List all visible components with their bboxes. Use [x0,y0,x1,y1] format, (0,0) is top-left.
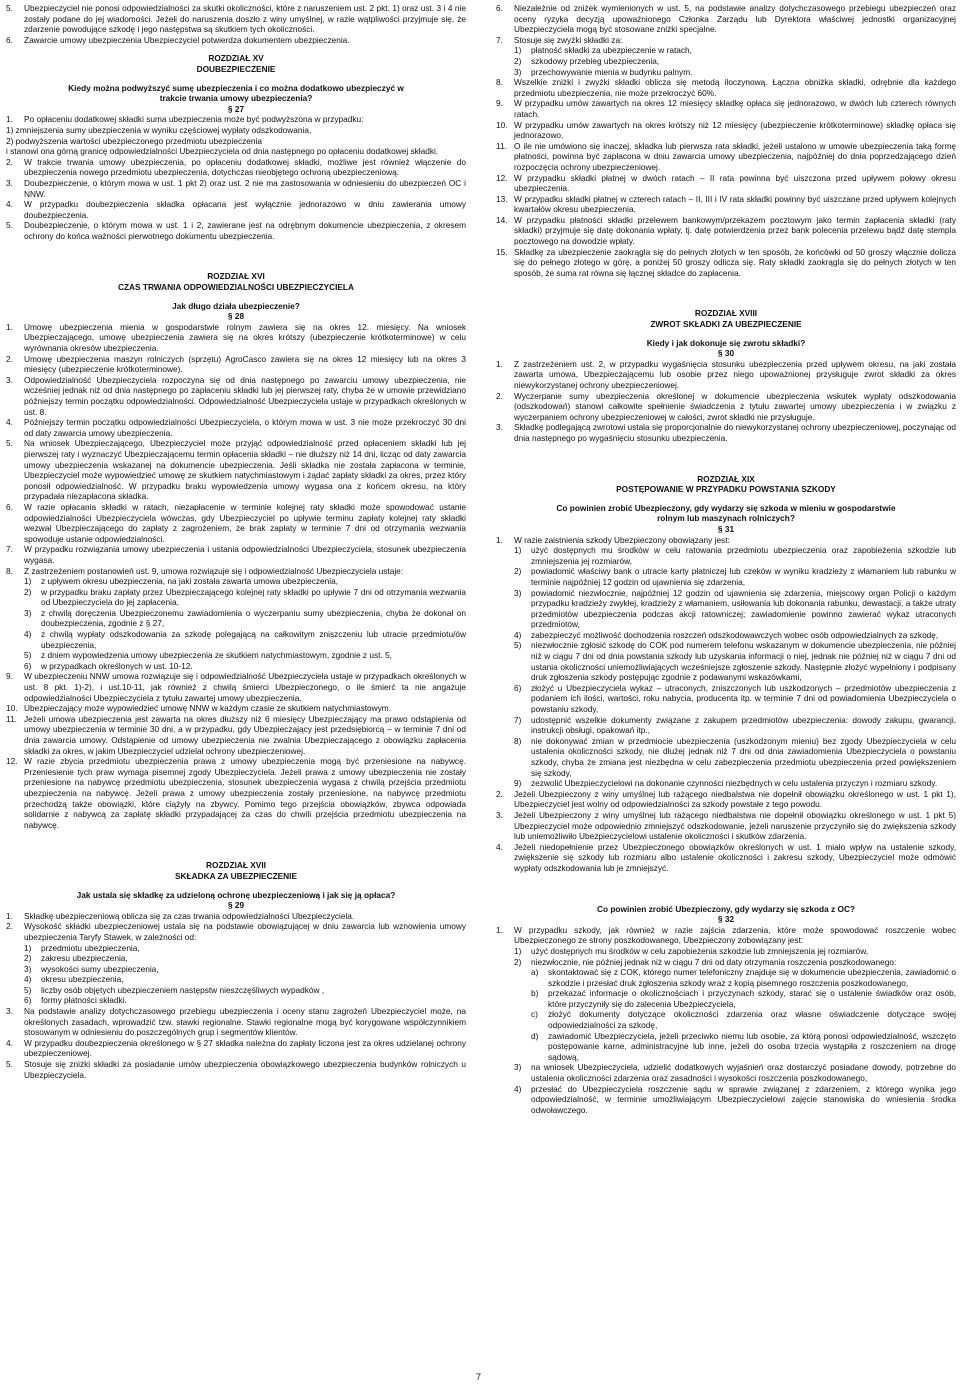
sub-item-number: 1) [24,942,32,953]
sub-item-text: formy płatności składki. [41,995,127,1006]
item-text: W razie opłacania składki w ratach, niezapłacenie w terminie kolejnej raty składki może spowodować ustanie odpowiedzialności Ubezpieczyciela wówczas, gdy Ubezpieczyciel po upływie terminu zapłaty kolejnej raty składki wezwał Ubezpieczającego do zapłaty z zagrożeniem, że brak zapłaty w terminie 7 dni od otrzymania wezwania spowoduje ustanie odpowiedzialności. [24,501,466,544]
letter-item [531,1031,956,1063]
right-column [496,3,956,1115]
sub-item-number: 9) [514,778,522,789]
item-number: 3. [6,374,13,385]
item-number: 10. [496,119,508,130]
list-item [6,417,466,438]
sub-item-text: niezwłocznie, nie później jednak niż w ciągu 7 dni od daty otrzymania roszczenia poszkodowanego: [531,956,897,967]
left-column [6,3,466,1080]
item-number: 4. [6,1037,13,1048]
item-text: W przypadku doubezpieczenia określonego w § 27 składka należna do zapłaty liczona jest za okres udzielanej ochrony ubezpieczeniowej. [24,1037,466,1059]
item-number: 1. [496,534,503,545]
section-question: Co powinien zrobić Ubezpieczony, gdy wydarzy się szkoda z OC? [596,903,856,914]
item-text: Składkę podlegającą zwrotowi ustala się proporcjonalnie do niewykorzystanej ochrony ubezpieczeniowej, poczynając od dnia następnego po wygaśnięciu stosunku ubezpieczenia. [514,422,956,443]
item-text: Składkę ubezpieczeniową oblicza się za czas trwania odpowiedzialności Ubezpieczyciela. [24,910,355,921]
item-text: W przypadku umów zawartych na okres krótszy niż 12 miesięcy (ubezpieczenie krótkoterminowe) składkę opłaca się jednorazowo, [514,119,956,141]
item-text: Doubezpieczenie, o którym mowa w ust. 1 i 2, zawierane jest na odrębnym dokumencie ubezpieczenia, z okresem ochrony do końca ważności pierwotnego dokumentu ubezpieczenia. [24,220,466,241]
item-text: W przypadku rozwiązania umowy ubezpieczenia i ustania odpowiedzialności Ubezpieczyciela, stosunek ubezpieczenia wygasa. [24,544,466,565]
sub-item [514,778,956,789]
sub-item-number: 8) [514,735,522,746]
item-number: 1. [6,321,13,332]
paragraph-number: § 28 [227,311,245,322]
page-number: 7 [476,1372,482,1382]
sub-item-number: 3) [24,963,32,974]
letter-item-text: złożyć dokumenty dotyczące okoliczności zdarzenia oraz własne oświadczenie dotyczące swojej odpowiedzialności za szkodę, [548,1009,956,1031]
paragraph-number: § 29 [227,900,245,911]
item-text: W ubezpieczeniu NNW umowa rozwiązuje się i odpowiedzialność Ubezpieczyciela ustaje w przypadkach określonych w ust. 8 pkt. 1)-2), i ust.10-11, jak również z chwilą śmierci Ubezpieczonego, o ile śmierć ta nie angażuje odpowiedzialności Ubezpieczyciela z tytułu zawartej umowy ubezpieczenia. [24,671,466,703]
item-number: 8. [6,565,13,576]
item-text: Na podstawie analizy dotychczasowego przebiegu ubezpieczenia i oceny stanu zagrożeń Ubezpieczyciel może, na określonych zasadach, wprowadzić tzw. stawki regionalne. Stawki regionalne mogą być korygowane współczynnikiem stosowanym w odniesieniu do poszczególnych grup i segmentów klientów. [24,1006,466,1038]
sub-item-number: 4) [514,1083,522,1094]
sub-item-text: z chwilą wypłaty odszkodowania za szkodę polegającą na całkowitym zniszczeniu lub utracie przedmiotu/ów ubezpieczenia, [41,629,466,650]
item-text: Ubezpieczyciel nie ponosi odpowiedzialności za skutki okoliczności, które z naruszeniem ust. 2 pkt. 1) oraz ust. 3 i 4 nie zostały podane do jej wiadomości. Jeżeli do naruszenia doszło z winy umyślnej, w razie wątpliwości przyjmuje się, że zdarzenie powodujące szkodę i jego następstwa są skutkiem tych okoliczności. [24,3,466,35]
sub-item-number: 6) [24,660,32,671]
list-item [6,322,466,354]
list-item [496,391,956,423]
paragraph-number: § 31 [717,523,735,534]
sub-item [514,715,956,736]
item-text: Z zastrzeżeniem ust. 2, w przypadku wygaśnięcia stosunku ubezpieczenia przed upływem okresu, na jaki została zawarta umowa, Ubezpieczającemu lub osobie przez niego upoważnionej przysługuje zwrot składki za okres niewykorzystanej ochrony ubezpieczeniowej. [514,358,956,390]
sub-item-text: w przypadkach określonych w ust. 10-12. [41,660,193,671]
item-text: Składkę za ubezpieczenie zaokrągla się do pełnych złotych w ten sposób, że końcówki od 50 groszy włącznie dolicza się do pełnego złotego w górę, a poniżej 50 groszy odlicza się. Raty składki zaokrągla się do pełnych złotych w ten sposób, że suma rat równa się łącznej składce do zapłacenia. [514,246,956,278]
item-number: 1. [6,114,13,125]
item-text: Jeżeli umowa ubezpieczenia jest zawarta na okres dłuższy niż 6 miesięcy Ubezpieczający ma prawo odstąpienia od umowy ubezpieczenia w terminie 30 dni, a w przypadku, gdy Ubezpieczający jest przedsiębiorcą – w terminie 7 dni od dnia zawarcia umowy. Odstąpienie od umowy ubezpieczenia nie zwalnia Ubezpieczającego z obowiązku zapłacenia składki za okres, w jakim Ubezpieczyciel udzielał ochrony ubezpieczeniowej. [24,713,466,756]
paragraph-number: § 27 [227,103,245,114]
sub-item [514,45,956,56]
list-item [6,566,466,577]
sub-item-number: 5) [24,650,32,661]
item-number: 5. [6,3,13,13]
item-text: W przypadku składki płatnej w czterech ratach – II, III i IV rata składki powinny być uiszczane przed upływem kolejnych kwartałów okresu ubezpieczenia. [514,193,956,215]
sub-item [24,974,466,985]
sub-item [24,985,466,996]
list-item [496,535,956,546]
item-number: 4. [6,199,13,210]
item-number: 3. [6,177,13,188]
chapter-question: Jak ustala się składkę za udzieloną ochronę ubezpieczeniową i jak się ją opłaca? [76,889,396,900]
chapter-title: ROZDZIAŁ XVII [206,860,266,871]
letter-item-number: d) [531,1030,539,1041]
chapter-subtitle: CZAS TRWANIA ODPOWIEDZIALNOŚCI UBEZPIECZYCIELA [117,282,354,293]
sub-item-text: nie dokonywać zmian w przedmiocie ubezpieczenia (uszkodzonym mieniu) bez zgody Ubezpieczyciela w celu ustalenia okoliczności szkody, nie dłużej jednak niż 7 dni od dnia zawiadomienia Ubezpieczyciela o powstaniu szkody, chyba że zmiana jest niezbędna w celu zabezpieczenia przedmiotu ubezpieczenia przed powiększeniem się szkody, [531,735,956,778]
sub-item [24,943,466,954]
list-item [496,925,956,946]
item-text: O ile nie umówiono się inaczej, składka lub pierwsza rata składki, jeżeli ustalono w umowie ubezpieczenia taką formę płatności, powinna być zapłacona w dniu zawarcia umowy ubezpieczenia, najpóźniej do dnia poprzedzającego dzień rozpoczęcia ochrony ubezpieczeniowej. [514,140,956,172]
sub-item-text: niezwłocznie zgłosić szkodę do COK pod numerem telefonu wskazanym w dokumencie ubezpieczenia, nie później niż w ciągu 7 dni od dnia powstania szkody lub uzyskania informacji o niej, jednak nie później niż w ciągu 7 dni od ustania okoliczności uniemożliwiających wcześniejsze zgłoszenie szkody. Następnie złożyć wypełniony i podpisany druk zgłoszenia szkody postępując zgodnie z podawanymi wskazówkami, [531,640,956,683]
chapter-title: ROZDZIAŁ XV [208,53,264,64]
sub-item [514,1084,956,1116]
item-number: 9. [6,671,13,682]
item-number: 8. [496,77,503,88]
item-number: 6. [6,34,13,45]
list-item [6,756,466,830]
sub-item-number: 2) [24,953,32,964]
list-item [496,215,956,247]
item-number: 13. [496,193,508,204]
chapter-question: Kiedy i jak dokonuje się zwrotu składki? [646,337,806,348]
item-text: Wyczerpanie sumy ubezpieczenia określonej w dokumencie ubezpieczenia wskutek wypłaty odszkodowania (odszkodowań) stanowi całkowite spełnienie świadczenia z tytułu zawartej umowy ubezpieczenia i w związku z wyczerpaniem ochrony ubezpieczeniowej w całości, zwrot składki nie przysługuje. [514,390,956,422]
item-text: Późniejszy termin początku odpowiedzialności Ubezpieczyciela, o którym mowa w ust. 3 nie może przekroczyć 30 dni od daty zawarcia umowy ubezpieczenia. [24,417,466,438]
item-text: W trakcie trwania umowy ubezpieczenia, po opłaceniu dodatkowej składki, możliwe jest również włączenie do ubezpieczenia nowego przedmiotu ubezpieczenia, dotychczas nieobjętego ochroną ubezpieczeniową. [24,156,466,178]
letter-item-number: b) [531,988,539,999]
sub-item [24,995,466,1006]
sub-item-number: 4) [514,629,522,640]
sub-item [514,957,956,968]
item-text: Po opłaceniu dodatkowej składki suma ubezpieczenia może być podwyższona w przypadku: [24,114,364,125]
item-text: Umowę ubezpieczenia mienia w gospodarstwie rolnym zawiera się na okres 12. miesięcy. Na wniosek Ubezpieczającego, umowę ubezpieczenia zawiera się na okres krótszy (ubezpieczenie krótkoterminowe) w celu wyrównania okresów ubezpieczenia. [24,321,466,354]
item-number: 7. [496,34,503,45]
sub-item [24,576,466,587]
chapter-title: ROZDZIAŁ XIX [697,473,755,484]
item-text: Stosuje się zniżki składki za posiadanie umów ubezpieczenia obowiązkowego ubezpieczenia budynków rolniczych u Ubezpieczyciela. [24,1059,466,1080]
list-item [6,921,466,942]
list-item [496,141,956,173]
list-item [6,1006,466,1038]
list-item [496,173,956,194]
letter-item [531,967,956,988]
paragraph-number: § 30 [717,348,735,359]
list-item [6,671,466,703]
list-item [6,502,466,544]
item-number: 6. [6,501,13,512]
item-text: Wszelkie zniżki i zwyżki składki oblicza się metodą iloczynową. Łączna obniżka składki, odrębnie dla każdego przedmiotu ubezpieczenia, nie może przekroczyć 60%. [514,77,956,98]
list-item [6,1059,466,1080]
item-number: 2. [496,788,503,799]
chapter-question: Jak długo działa ubezpieczenie? [172,300,300,311]
list-item [496,98,956,119]
sub-item-number: 7) [514,714,522,725]
sub-item-number: 2) [514,956,522,967]
sub-item-number: 5) [514,640,522,651]
item-number: 7. [6,544,13,555]
sub-item-text: wysokości sumy ubezpieczenia, [41,963,159,974]
sub-item-text: w przypadku braku zapłaty przez Ubezpieczającego kolejnej raty składki po upływie 7 dni od otrzymania wezwania od Ubezpieczyciela do jej zapłacenia, [41,586,466,608]
chapter-title: ROZDZIAŁ XVI [207,271,265,282]
sub-item-number: 3) [24,607,32,618]
item-number: 5. [6,220,13,231]
item-number: 2. [6,921,13,932]
chapter-subtitle: DOUBEZPIECZENIE [196,63,276,74]
letter-item-number: c) [531,1009,538,1020]
item-text: Jeżeli Ubezpieczony z winy umyślnej lub rażącego niedbalstwa nie dopełnił obowiązku określonego w ust. 1 pkt 5) Ubezpieczyciel może odpowiednio zmniejszyć odszkodowanie, jeżeli naruszenie przyczyniło się do zwiększenia szkody lub uniemożliwiło Ubezpieczycielowi ustalenie okoliczności i skutków zdarzenia. [514,809,956,842]
item-number: 9. [496,98,503,109]
sub-item [24,587,466,608]
letter-item-number: a) [531,967,539,978]
sub-item [514,56,956,67]
sub-item-text: udostępnić wszelkie dokumenty związane z zakupem przedmiotów ubezpieczenia: dowody zakupu, gwarancji, instrukcji obsługi, opakowań itp., [531,714,956,736]
list-item [496,35,956,46]
sub-item-number: 2) [24,586,32,597]
item-text: Odpowiedzialność Ubezpieczyciela rozpoczyna się od dnia następnego po zawarciu umowy ubezpieczenia, nie wcześniej jednak niż od dnia następnego po zapłaceniu składki lub jej pierwszej raty, chyba że w umowie przewidziano późniejszy termin początku odpowiedzialności. Odpowiedzialność Ubezpieczyciela ustaje w przypadkach określonych w ust. 8. [24,374,466,417]
item-number: 3. [496,422,503,433]
sub-item [514,946,956,957]
item-number: 4. [496,841,503,852]
sub-item-text: płatność składki za ubezpieczenie w ratach, [531,45,692,56]
sub-item-number: 2) [514,566,522,577]
list-item [496,77,956,98]
sub-item-text: zabezpieczyć możliwość dochodzenia roszczeń odszkodowawczych wobec osób odpowiedzialnych za szkodę, [531,629,939,640]
chapter-question: Kiedy można podwyższyć sumę ubezpieczenia i co można dodatkowo ubezpieczyć w trakcie trwania umowy ubezpieczenia? [68,82,404,104]
sub-item [514,566,956,587]
sub-item-number: 1) [514,545,522,556]
item-line: 2) podwyższenia wartości ubezpieczonego przedmiotu ubezpieczenia [6,135,262,146]
sub-item-number: 3) [514,1062,522,1073]
list-item [496,247,956,279]
letter-item-text: przekazać informacje o okolicznościach i przyczynach szkody, starać się o ustalenie świadków oraz osób, które przyczyniły się do zalecenia Ubezpieczyciela, [548,988,956,1009]
sub-item-text: z dniem wypowiedzenia umowy ubezpieczenia ze skutkiem natychmiastowym, zgodnie z ust. 5, [41,650,392,661]
sub-item-text: szkodowy przebieg ubezpieczenia, [531,55,660,66]
sub-item-text: zezwolić Ubezpieczycielowi na dokonanie czynności niezbędnych w celu ustalenia przyczyn i rozmiaru szkody. [531,778,938,789]
item-text: W przypadku szkody, jak również w razie zajścia zdarzenia, które może spowodować roszczenie wobec Ubezpieczonego ze strony poszkodowanego, Ubezpieczony zobowiązany jest: [514,924,956,946]
sub-item-text: z upływem okresu ubezpieczenia, na jaki została zawarta umowa ubezpieczenia, [41,576,339,587]
item-number: 10. [6,703,18,714]
item-text: Jeżeli Ubezpieczony z winy umyślnej lub rażącego niedbalstwa nie dopełnił obowiązku określonego w ust. 1 pkt 1), Ubezpieczyciel jest wolny od odpowiedzialności za szkody powstałe z tego powodu. [514,788,956,810]
sub-item [514,588,956,630]
chapter-subtitle: POSTĘPOWANIE W PRZYPADKU POWSTANIA SZKODY [616,484,836,495]
list-item [6,354,466,375]
list-item [6,911,466,922]
list-item [496,810,956,842]
sub-item-text: powiadomić właściwy bank o utracie karty płatniczej lub czeków w wyniku kradzieży z włamaniem lub rabunku w terminie najpóźniej 12 godzin od ujawnienia się zdarzenia, [531,566,956,587]
sub-item-number: 4) [24,974,32,985]
item-number: 4. [6,417,13,428]
item-number: 11. [496,140,507,151]
item-text: W przypadku składki płatnej w dwóch ratach – II rata powinna być uiszczona przed upływem połowy okresu ubezpieczenia. [514,172,956,194]
item-text: Ubezpieczający może wypowiedzieć umowę NNW w każdym czasie ze skutkiem natychmiastowym. [24,703,392,714]
list-item [496,194,956,215]
item-text: Wysokość składki ubezpieczeniowej ustala się na podstawie obowiązującej w dniu zawarcia lub wznowienia umowy ubezpieczenia Taryfy Stawek, w zależności od: [24,921,466,942]
sub-item-text: z chwilą doręczenia Ubezpieczonemu zawiadomienia o wyczerpaniu sumy ubezpieczenia, chyba że dokonał on doubezpieczenia, zgodnie z § 27, [41,607,466,629]
sub-item-text: liczby osób objętych ubezpieczeniem następstw nieszczęśliwych wypadków , [41,984,325,995]
item-number: 2. [6,156,13,167]
list-item [6,375,466,417]
letter-item [531,1009,956,1030]
item-text: W przypadku umów zawartych na okres 12 miesięcy składkę opłaca się jednorazowo, w dwóch lub czterech równych ratach. [514,98,956,119]
item-text: Z zastrzeżeniem postanowień ust. 9, umowa rozwiązuje się i odpowiedzialność Ubezpieczyciela ustaje: [24,565,404,576]
sub-item-text: przedmiotu ubezpieczenia, [41,942,140,953]
sub-item-number: 1) [514,945,522,956]
item-number: 2. [6,353,13,364]
list-item [496,120,956,141]
sub-item [514,545,956,566]
list-item [6,544,466,565]
item-line: i stanowi ona górną granicę odpowiedzialności Ubezpieczyciela od dnia następnego po opłaceniu dodatkowej składki. [6,146,439,157]
item-number: 5. [6,1059,13,1070]
sub-item-number: 2) [514,55,522,66]
sub-item [24,964,466,975]
sub-item-number: 6) [24,995,32,1006]
sub-item-number: 1) [24,576,32,587]
sub-item-number: 3) [514,66,522,77]
letter-item-text: skontaktować się z COK, którego numer telefoniczny znajduje się w dokumencie ubezpieczenia, zawiadomić o szkodzie i przesłać druk zgłoszenia szkody wraz z kopią pisemnego roszczenia poszkodowanego, [548,967,956,988]
list-item [496,789,956,810]
paragraph-number: § 32 [717,914,735,925]
sub-item-text: złożyć u Ubezpieczyciela wykaz – utraconych, zniszczonych lub uszkodzonych – przedmiotów ubezpieczenia z podaniem ich ilości, wartości, roku nabycia, producenta itp. w terminie 7 dni od powiadomienia Ubezpieczyciela o powstaniu szkody, [531,682,956,715]
item-number: 11. [6,713,17,724]
sub-item [514,67,956,78]
item-text: Umowę ubezpieczenia maszyn rolniczych (sprzętu) AgroCasco zawiera się na okres 12 miesięcy lub na okres 3 miesięcy (ubezpieczenie krótkoterminowe). [24,353,466,375]
chapter-question: Co powinien zrobić Ubezpieczony, gdy wydarzy się szkoda w mieniu w gospodarstwie rolnym lub maszynach rolniczych? [556,502,896,524]
item-number: 12. [496,172,508,183]
item-text: Stosuje się zwyżki składki za: [514,34,623,45]
item-text: W razie zbycia przedmiotu ubezpieczenia prawa z umowy ubezpieczenia mogą być przeniesione na nabywcę. Przeniesienie tych praw wymaga pisemnej zgody Ubezpieczyciela. Jeżeli prawa z umowy ubezpieczenia nie zostały przeniesione na nabywcę przedmiotu ubezpieczenia, stosunek ubezpieczenia wygasa z chwilą przejścia przedmiotu ubezpieczenia na nabywcę. Jeżeli prawa z umowy ubezpieczenia zostały przeniesione, na nabywcę przedmiotu przechodzą także obowiązki, które ciążyły na zbywcy. Pomimo tego przejścia obowiązków, zbywca odpowiada solidarnie z nabywcą za zapłatę składki przypadającej za czas do chwili przejścia przedmiotu ubezpieczenia na nabywcę. [24,756,466,830]
list-item [6,714,466,756]
chapter-subtitle: ZWROT SKŁADKI ZA UBEZPIECZENIE [650,319,802,330]
list-item [6,220,466,241]
item-number: 6. [496,3,503,13]
sub-item-text: na wniosek Ubezpieczyciela, udzielić dodatkowych wyjaśnień oraz dostarczyć posiadane dowody, potrzebne do ustalenia okoliczności zdarzenia oraz zasadności i wysokości roszczenia poszkodowanego, [531,1062,956,1084]
sub-item [24,953,466,964]
item-number: 3. [496,809,503,820]
list-item [496,842,956,874]
item-number: 12. [6,756,18,767]
item-number: 5. [6,438,13,449]
item-number: 1. [496,358,503,369]
sub-item-text: okresu ubezpieczenia, [41,974,124,985]
item-number: 14. [496,214,508,225]
item-text: W przypadku płatności składki przelewem bankowym/przekazem pocztowym jako termin zapłacenia składki (raty składki) przyjmuje się datę dokonania wpłaty, tj. datę potwierdzenia przez bank polecenia przelewu bądź datę stempla pocztowego na dowodzie wpłaty. [514,214,956,247]
list-item [6,438,466,502]
sub-item-text: zakresu ubezpieczenia, [41,953,128,964]
list-item [496,422,956,443]
item-text: W przypadku doubezpieczenia składka opłacana jest wyłącznie jednorazowo w dniu zawierania umowy doubezpieczenia. [24,199,466,220]
item-text: Zawarcie umowy ubezpieczenia Ubezpieczyciel potwierdza dokumentem ubezpieczenia. [24,34,350,45]
item-number: 3. [6,1006,13,1017]
sub-item [24,661,466,672]
sub-item-number: 5) [24,984,32,995]
item-text: Niezależnie od zniżek wymienionych w ust. 5, na podstawie analizy dotychczasowego przebiegu ubezpieczeń oraz oceny ryzyka decyzją upoważnionego Członka Zarządu lub Dyrektora właściwej jednostki organizacyjnej Ubezpieczyciela mogą być stosowane zniżki specjalne. [514,3,956,35]
list-item [496,3,956,35]
sub-item [514,630,956,641]
list-item [6,1038,466,1059]
sub-item [514,683,956,715]
list-item [6,35,466,46]
item-number: 1. [496,924,503,935]
sub-item-text: użyć dostępnych mu środków w celu zapobieżenia szkodzie lub zmniejszenia jej rozmiarów, [531,945,869,956]
sub-item [24,629,466,650]
sub-item-number: 4) [24,629,32,640]
item-number: 2. [496,390,503,401]
sub-item [514,736,956,778]
sub-item [24,608,466,629]
list-item [496,359,956,391]
list-item [6,157,466,178]
item-text: Doubezpieczenie, o którym mowa w ust. 1 pkt 2) oraz ust. 2 nie ma zastosowania w odniesieniu do ubezpieczeń OC i NNW. [24,177,466,199]
list-item [6,199,466,220]
list-item [6,3,466,35]
list-item [6,114,466,125]
sub-item-text: powiadomić niezwłocznie, najpóźniej 12 godzin od ujawnienia się zdarzenia, miejscowy organ Policji o każdym przypadku kradzieży zwykłej, kradzieży z włamaniem, usiłowania lub dokonania rabunku, dewastacji, a także utraty przedmiotów ubezpieczenia podczas akcji ratowniczej; zawiadomienie powinno zawierać wykaz utraconych przedmiotów, [531,587,956,630]
sub-item-text: przesłać do Ubezpieczyciela roszczenie sądu w sprawie związanej z zdarzeniem, z którego wynika jego odpowiedzialność, w terminie umożliwiającym Ubezpieczycielowi zajęcie stanowiska do wniesienia środka odwoławczego. [531,1083,956,1115]
list-item [6,703,466,714]
sub-item-number: 6) [514,682,522,693]
list-item [6,178,466,199]
item-text: Jeżeli niedopełnienie przez Ubezpieczonego obowiązków określonych w ust. 1 miało wpływ na ustalenie szkody, zwiększenie się szkody lub rozmiaru albo ustalenie okoliczności i zakresu szkody, Ubezpieczyciel może odmówić wypłaty odszkodowania lub je zmniejszyć. [514,841,956,873]
item-text: Na wniosek Ubezpieczającego, Ubezpieczyciel może przyjąć odpowiedzialność przed opłaceniem składki lub jej pierwszej raty i wyznaczyć Ubezpieczającemu termin opłacenia składki – nie dłuższy niż 14 dni, licząc od daty zawarcia umowy ubezpieczenia wskazanej na dokumencie ubezpieczenia. Jeśli składka nie została zapłacona w terminie, Ubezpieczyciel może wypowiedzieć umowę ze skutkiem natychmiastowym i żądać zapłaty składki za okres, przez który ponosił odpowiedzialność. W przypadku braku wypowiedzenia umowy wygasa ona z końcem okresu, na który przypadała niezapłacona składka. [24,438,466,502]
sub-item-number: 1) [514,45,522,56]
item-number: 1. [6,910,13,921]
sub-item-text: użyć dostępnych mu środków w celu ratowania przedmiotu ubezpieczenia oraz zapobieżenia szkodzie lub zmniejszenia jej rozmiarów, [531,545,956,566]
item-line: 1) zmniejszenia sumy ubezpieczenia w wyniku częściowej wypłaty odszkodowania, [6,124,312,135]
letter-item-text: zawiadomić Ubezpieczyciela, jeżeli przeciwko niemu lub osobie, za którą ponosi odpowiedzialność, wszczęto postępowanie karne, administracyjne lub inne, jeżeli do osoba trzecia wystąpiła z roszczeniem na drogę sądową, [548,1030,956,1062]
sub-item [24,650,466,661]
chapter-subtitle: SKŁADKA ZA UBEZPIECZENIE [175,870,297,881]
item-text: W razie zaistnienia szkody Ubezpieczony obowiązany jest: [514,534,730,545]
letter-item [531,988,956,1009]
chapter-title: ROZDZIAŁ XVIII [694,308,758,319]
item-number: 15. [496,246,508,257]
sub-item-text: przechowywanie mienia w budynku palnym. [531,66,693,77]
sub-item [514,640,956,682]
sub-item [514,1062,956,1083]
sub-item-number: 3) [514,587,522,598]
